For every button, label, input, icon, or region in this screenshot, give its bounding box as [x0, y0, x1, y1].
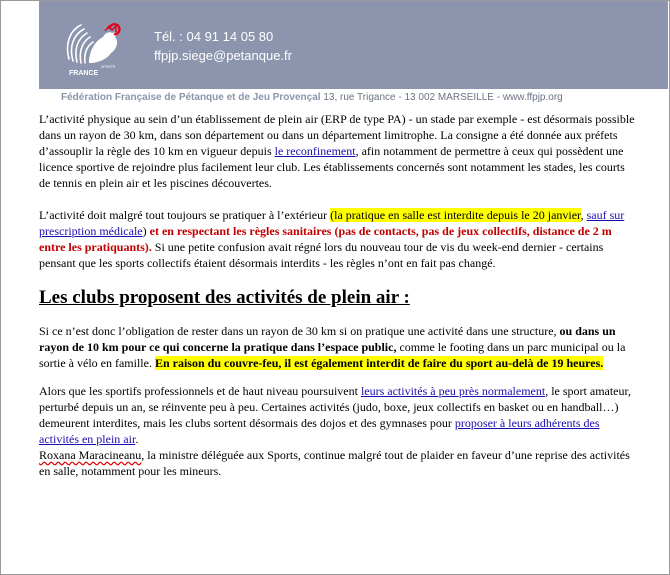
article-body	[39, 111, 635, 479]
activites-normalement-link[interactable]: leurs activités à peu près normalement	[360, 384, 546, 398]
paragraph-4-text-c: .	[135, 432, 139, 446]
activites-plein-air-link[interactable]: proposer à leurs adhérents des activités en plein air	[39, 416, 600, 446]
ffpjp-rooster-logo	[59, 15, 127, 81]
paragraph-4-text-b: , le sport amateur, perturbé depuis un an, se réinvente peu à peu. Certaines activités (judo, boxe, jeux collectifs en basket ou en handball…) demeurent interdites, mais les clubs sortent désormais des dojos et des gymnases pour	[39, 384, 632, 430]
paragraph-4	[39, 383, 635, 479]
paragraph-1	[39, 111, 635, 191]
couvre-feu-highlight: En raison du couvre-feu, il est également interdit de faire du sport au-delà de 19 heures.	[154, 356, 604, 370]
paragraph-4-text-d: , la ministre déléguée aux Sports, continue malgré tout de plaider en faveur d’une reprise des activités en salle, notamment pour les mineurs.	[39, 448, 630, 478]
organization-line	[61, 92, 661, 103]
email-address: ffpjp.siege@petanque.fr	[154, 48, 292, 63]
paragraph-3	[39, 323, 635, 371]
logo-small-text: SPORTS	[101, 65, 116, 69]
paragraph-4-text-a: Alors que les sportifs professionnels et de haut niveau poursuivent	[39, 384, 361, 398]
letterhead-band	[39, 1, 668, 89]
rayon-10km-bold: ou dans un rayon de 10 km pour ce qui concerne la pratique dans l’espace public,	[39, 324, 616, 354]
paragraph-2-comma: ,	[580, 208, 587, 222]
paragraph-1-text-a: L’activité physique au sein d’un établissement de plein air (ERP de type PA) - un stade par exemple - est désormais possible dans un rayon de 30 km, dans son département ou dans un département limitrophe. La consigne a été donnée aux préfets d’assouplir la règle des 10 km en vigueur depuis	[39, 112, 635, 158]
regles-sanitaires-text: et en respectant les règles sanitaires (pas de contacts, pas de jeux collectifs, distance de 2 m entre les pratiquants).	[39, 224, 612, 254]
prescription-medicale-link[interactable]: sauf sur prescription médicale	[39, 208, 625, 238]
logo-text: FRANCE	[69, 70, 99, 77]
reconfinement-link[interactable]: le reconfinement	[274, 144, 356, 158]
paragraph-3-text-b: comme le footing dans un parc municipal ou la sortie à vélo en famille.	[39, 340, 626, 370]
contact-block	[154, 27, 292, 65]
paragraph-2	[39, 207, 635, 271]
section-heading: Les clubs proposent des activités de plein air :	[39, 287, 410, 308]
organization-name: Fédération Française de Pétanque et de Jeu Provençal	[61, 92, 321, 103]
paragraph-2-text-a: L’activité doit malgré tout toujours se pratiquer à l’extérieur	[39, 208, 331, 222]
minister-name: Roxana Maracineanu	[39, 448, 142, 462]
paragraph-1-text-b: , afin notamment de permettre à ceux qui possèdent une licence sportive de rejoindre plus facilement leur club. Les établissements concernés sont notamment les stades, les courts de tennis en plein air et les piscines découvertes.	[39, 144, 625, 190]
paragraph-2-close-paren: )	[142, 224, 147, 238]
highlight-salle-interdite: (la pratique en salle est interdite depuis le 20 janvier	[330, 208, 581, 222]
paragraph-2-text-b: Si une petite confusion avait régné lors du nouveau tour de vis du week-end dernier - certains pensant que les sports collectifs étaient désormais interdits - les règles n’ont en fait pas changé.	[39, 240, 604, 270]
phone-number: Tél. : 04 91 14 05 80	[154, 29, 274, 44]
paragraph-3-text-a: Si ce n’est donc l’obligation de rester dans un rayon de 30 km si on pratique une activité dans une structure,	[39, 324, 560, 338]
organization-address: 13, rue Trigance - 13 002 MARSEILLE - www.ffpjp.org	[320, 92, 563, 103]
